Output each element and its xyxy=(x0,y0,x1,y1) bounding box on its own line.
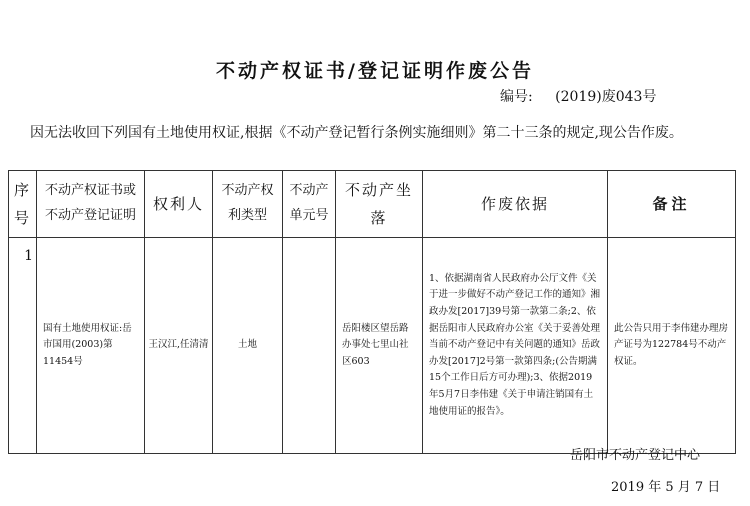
intro-paragraph: 因无法收回下列国有土地使用权证,根据《不动产登记暂行条例实施细则》第二十三条的规定,现公告作废。 xyxy=(30,125,683,141)
header-cert: 不动产权证书或不动产登记证明 xyxy=(37,171,145,238)
cell-seq: 1 xyxy=(9,238,37,454)
cell-right-type: 土地 xyxy=(213,238,283,454)
cell-holder: 王汉江,任清清 xyxy=(145,238,213,454)
void-table xyxy=(8,170,736,454)
number-value: (2019)废043号 xyxy=(555,89,657,105)
table-row xyxy=(9,238,736,454)
issue-date: 2019 年 5 月 7 日 xyxy=(611,480,721,495)
cell-unit-no xyxy=(283,238,336,454)
cell-basis: 1、依据湖南省人民政府办公厅文件《关于进一步做好不动产登记工作的通知》湘政办发[2017]39号第一款第二条;2、依据岳阳市人民政府办公室《关于妥善处理当前不动产登记中有关问题的通知》岳政办发[2017]2号第一款第四条;(公告期满15个工作日后方可办理);3、依据2019年5月7日李伟建《关于申请注销国有土地使用证的报告》。 xyxy=(423,238,608,454)
header-unit-no: 不动产单元号 xyxy=(283,171,336,238)
page-title: 不动产权证书/登记证明作废公告 xyxy=(216,60,534,82)
header-holder: 权利人 xyxy=(145,171,213,238)
cell-remark: 此公告只用于李伟建办理房产证号为122784号不动产权证。 xyxy=(608,238,736,454)
announcement-number xyxy=(500,86,656,106)
table-header-row xyxy=(9,171,736,238)
header-seq: 序号 xyxy=(9,171,37,238)
header-location: 不动产坐落 xyxy=(336,171,423,238)
header-remark: 备注 xyxy=(608,171,736,238)
header-right-type: 不动产权利类型 xyxy=(213,171,283,238)
cell-location: 岳阳楼区望岳路办事处七里山社区603 xyxy=(336,238,423,454)
number-label: 编号: xyxy=(500,89,533,105)
cell-cert: 国有土地使用权证:岳市国用(2003)第11454号 xyxy=(37,238,145,454)
header-basis: 作废依据 xyxy=(423,171,608,238)
issuing-organization: 岳阳市不动产登记中心 xyxy=(570,448,701,463)
